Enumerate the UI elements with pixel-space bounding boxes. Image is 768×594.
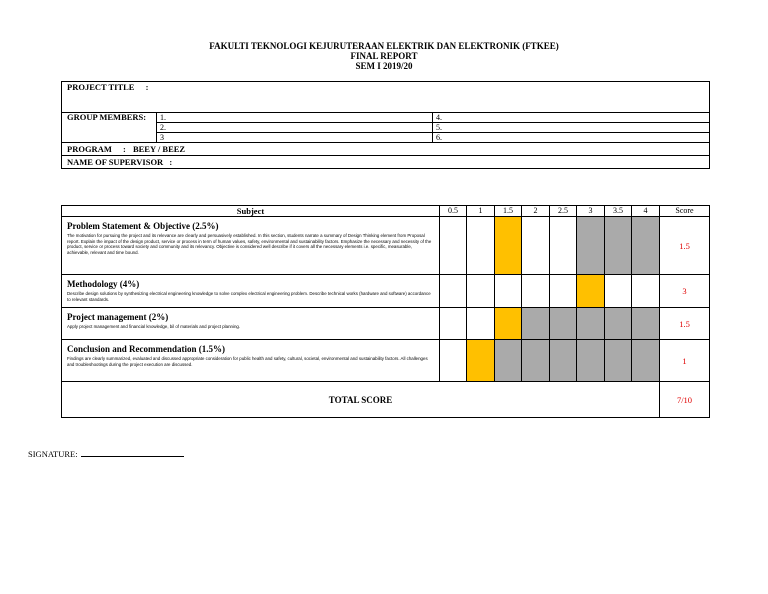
program-label: PROGRAM [67,144,112,154]
rating-cell-disabled [550,340,577,382]
program-separator: : [122,144,126,154]
rating-cell-selected[interactable] [495,308,522,340]
signature-area [28,448,184,459]
criterion-description: The motivation for pursuing the project and its relevance are clearly and persuasively established. In this section, students narrate a summary of Design Thinking element from Proposal report. Explain the impact of the design product, service or process in term of human values, safety, environmental and sustainability factors. Emphasize the necessary and necessity of the product, service or process toward society and community and its relevancy. Objective is considered well describe if it covers all the necessary elements i.e. specific, measurable, achievable, relevant and time bound. [67,233,432,255]
members-row-1 [62,113,710,123]
criterion-row [62,308,710,340]
scale-header: 2.5 [550,206,577,217]
rating-cell[interactable] [632,275,660,308]
scale-header: 1 [467,206,495,217]
rating-cell[interactable] [440,340,467,382]
member-field-6[interactable] [433,133,710,143]
rating-cell-disabled [605,217,632,275]
criterion-title: Problem Statement & Objective (2.5%) [67,221,219,231]
rating-cell[interactable] [605,275,632,308]
project-title-separator: : [145,82,149,92]
rating-cell[interactable] [440,217,467,275]
grading-rubric-table [61,205,710,418]
total-score-value: 7/10 [660,382,710,418]
rating-cell-disabled [522,340,550,382]
semester-title: SEM I 2019/20 [355,61,413,71]
criterion-row [62,340,710,382]
rating-cell[interactable] [440,308,467,340]
rating-cell[interactable] [467,275,495,308]
criterion-cell [62,340,440,382]
members-row-2 [62,123,710,133]
rating-cell-disabled [577,308,605,340]
member-number: 2. [160,123,166,132]
program-value: BEEY / BEEZ [132,144,186,154]
criterion-cell [62,275,440,308]
member-number: 3 [160,133,164,142]
member-field-2[interactable] [157,123,433,133]
total-score-label: TOTAL SCORE [62,382,660,418]
rating-cell-disabled [632,217,660,275]
signature-line[interactable] [81,448,184,457]
criterion-row [62,275,710,308]
rating-cell[interactable] [495,275,522,308]
rating-cell[interactable] [467,217,495,275]
rating-cell[interactable] [522,275,550,308]
faculty-title: FAKULTI TEKNOLOGI KEJURUTERAAN ELEKTRIK DAN ELEKTRONIK (FTKEE) [209,41,559,51]
supervisor-label: NAME OF SUPERVISOR [67,157,164,167]
rating-cell-selected[interactable] [577,275,605,308]
rating-cell[interactable] [550,217,577,275]
subject-header: Subject [62,206,440,217]
criterion-title: Conclusion and Recommendation (1.5%) [67,344,226,354]
criterion-description: Apply project management and financial knowledge, bil of materials and project planning. [67,324,241,329]
score-header: Score [660,206,710,217]
member-number: 6. [436,133,442,142]
rating-cell-disabled [495,340,522,382]
total-row [62,382,710,418]
rating-cell-disabled [550,308,577,340]
project-title-label: PROJECT TITLE [67,82,135,92]
member-number: 5. [436,123,442,132]
supervisor-row [62,156,710,169]
rating-cell-selected[interactable] [495,217,522,275]
scale-header: 1.5 [495,206,522,217]
rating-cell-disabled [522,308,550,340]
criterion-cell [62,217,440,275]
criterion-score: 1 [660,340,710,382]
criterion-title: Project management (2%) [67,312,169,322]
rating-cell-disabled [632,308,660,340]
members-row-3 [62,133,710,143]
rating-cell[interactable] [550,275,577,308]
criterion-score: 1.5 [660,308,710,340]
criterion-score: 1.5 [660,217,710,275]
scale-header: 0.5 [440,206,467,217]
project-info-table [61,81,710,169]
signature-label: SIGNATURE: [28,449,78,459]
criterion-cell [62,308,440,340]
program-row [62,143,710,156]
criterion-title: Methodology (4%) [67,279,140,289]
rating-cell[interactable] [522,217,550,275]
criterion-description: Findings are clearly summarized, evaluated and discussed appropriate consideration for public health and safety, cultural, societal, environmental and sustainability factors. All challenges and troubleshootings during the project execution are discussed. [67,356,428,367]
criterion-row [62,217,710,275]
criterion-score: 3 [660,275,710,308]
scale-header: 3 [577,206,605,217]
rating-cell-disabled [577,217,605,275]
scale-header: 3.5 [605,206,632,217]
rating-cell-disabled [605,340,632,382]
supervisor-separator: : [169,157,173,167]
report-title: FINAL REPORT [350,51,418,61]
rating-cell[interactable] [440,275,467,308]
scale-header: 2 [522,206,550,217]
rubric-header-row [62,206,710,217]
member-field-5[interactable] [433,123,710,133]
project-title-row [62,82,710,113]
rating-cell[interactable] [467,308,495,340]
member-field-3[interactable] [157,133,433,143]
rating-cell-disabled [632,340,660,382]
scale-header: 4 [632,206,660,217]
member-number: 4. [436,113,442,122]
member-number: 1. [160,113,166,122]
rating-cell-disabled [577,340,605,382]
criterion-description: Describe design solutions by synthesizing electrical engineering knowledge to solve complex electrical engineering problem. Describe technical works (hardware and software) accordance to relevant standards. [67,291,431,302]
rating-cell-disabled [605,308,632,340]
rating-cell-selected[interactable] [467,340,495,382]
member-field-1[interactable] [157,113,433,123]
member-field-4[interactable] [433,113,710,123]
group-members-label: GROUP MEMBERS: [67,112,147,122]
